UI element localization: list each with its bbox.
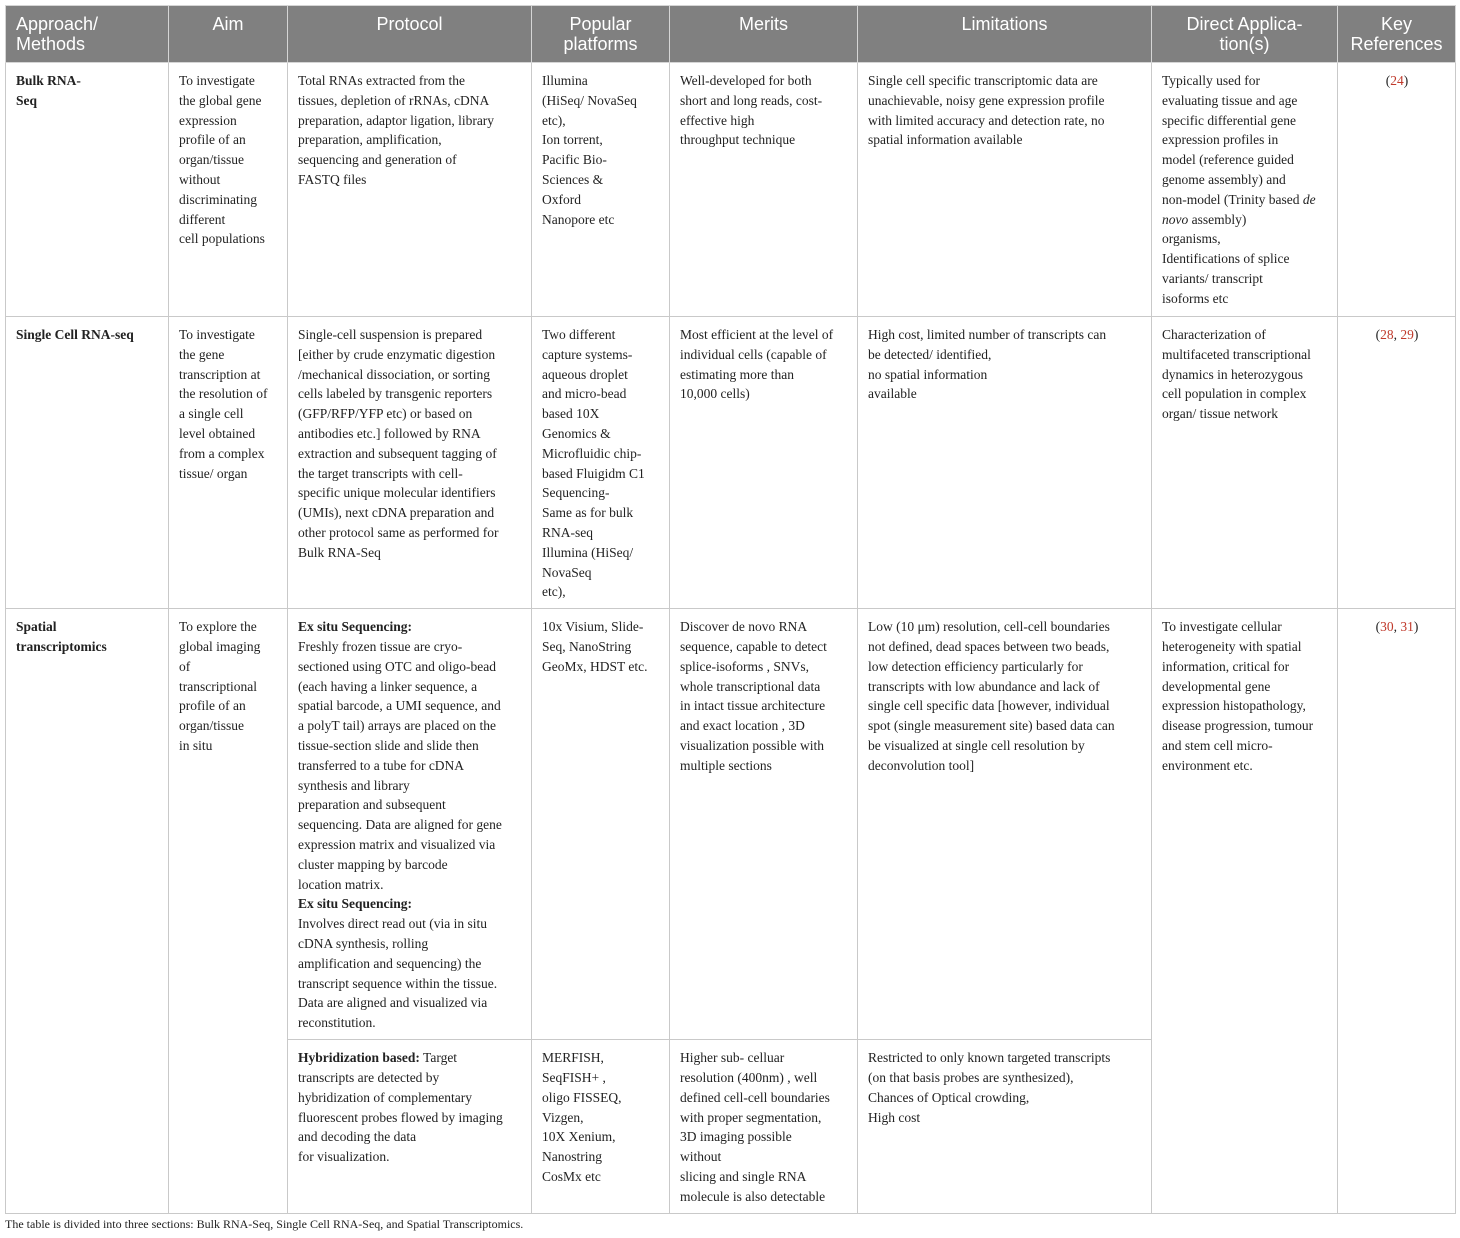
application-text: assembly) organisms, Identifications of splice variants/ transcript isoforms etc [1162, 211, 1290, 306]
merits-cell: Most efficient at the level of individual cells (capable of estimating more than 10,000 cells) [670, 317, 858, 609]
header-merits: Merits [670, 6, 858, 63]
protocol-text: Freshly frozen tissue are cryo- sectioned using OTC and oligo-bead (each having a linker sequence, a spatial barcode, a UMI sequence, and a polyT tail) arrays are placed on the tissue-section slide and slide then transferred to a tube for cDNA synthesis and library preparation and subsequent sequencing. Data are aligned for gene expression matrix and visualized via cluster mapping by barcode location matrix. [298, 638, 502, 892]
protocol-text: Involves direct read out (via in situ cDNA synthesis, rolling amplification and sequencing) the transcript sequence within the tissue. Data are aligned and visualized via reconstitution. [298, 916, 498, 1031]
header-applications: Direct Applica- tion(s) [1152, 6, 1338, 63]
protocol-subheading: Ex situ Sequencing: [298, 896, 413, 912]
application-cell: To investigate cellular heterogeneity with spatial information, critical for developmental gene expression histopathology, disease progression, tumour and stem cell micro- environment etc. [1152, 609, 1338, 1213]
limitations-cell: Low (10 μm) resolution, cell-cell boundaries not defined, dead spaces between two beads, low detection efficiency particularly for transcripts with low abundance and lack of single cell specific data [however, individual spot (single measurement site) based data can be visualized at single cell resolution by deconvolution tool] [858, 609, 1152, 1040]
platforms-cell: Illumina (HiSeq/ NovaSeq etc), Ion torrent, Pacific Bio- Sciences & Oxford Nanopore etc [532, 63, 670, 317]
method-cell: Single Cell RNA-seq [6, 317, 169, 609]
aim-cell: To explore the global imaging of transcriptional profile of an organ/tissue in situ [169, 609, 288, 1213]
reference-cell: (30, 31) [1338, 609, 1456, 1213]
platforms-cell: Two different capture systems- aqueous droplet and micro-bead based 10X Genomics & Microfluidic chip- based Fluigidm C1 Sequencing- Same as for bulk RNA-seq Illumina (HiSeq/ NovaSeq etc), [532, 317, 670, 609]
application-text: Typically used for evaluating tissue and age specific differential gene expression profiles in model (reference guided genome assembly) and non-model (Trinity based [1162, 73, 1300, 207]
merits-cell: Well-developed for both short and long reads, cost- effective high throughput technique [670, 63, 858, 317]
header-references: Key References [1338, 6, 1456, 63]
reference-cell: (28, 29) [1338, 317, 1456, 609]
protocol-text: Target transcripts are detected by hybridization of complementary fluorescent probes flowed by imaging and decoding the data for visualization. [298, 1050, 503, 1165]
protocol-cell [288, 1040, 532, 1213]
protocol-cell: Total RNAs extracted from the tissues, depletion of rRNAs, cDNA preparation, adaptor ligation, library preparation, amplification, sequencing and generation of FASTQ files [288, 63, 532, 317]
reference-link[interactable]: 24 [1390, 73, 1404, 88]
header-row [6, 6, 1456, 63]
reference-link[interactable]: 30 [1380, 619, 1394, 635]
merits-cell: Discover de novo RNA sequence, capable to detect splice-isoforms , SNVs, whole transcriptional data in intact tissue architecture and exact location , 3D visualization possible with multiple sections [670, 609, 858, 1040]
table-container [5, 5, 1455, 1214]
reference-link[interactable]: 29 [1400, 327, 1414, 342]
method-cell: Bulk RNA- Seq [6, 63, 169, 317]
aim-cell: To investigate the global gene expression profile of an organ/tissue without discriminating different cell populations [169, 63, 288, 317]
header-approach: Approach/ Methods [6, 6, 169, 63]
aim-cell: To investigate the gene transcription at the resolution of a single cell level obtained from a complex tissue/ organ [169, 317, 288, 609]
table-row-spatial [6, 609, 1456, 1040]
table-row-bulk [6, 63, 1456, 317]
table-row-single-cell [6, 317, 1456, 609]
method-cell: Spatial transcriptomics [6, 609, 169, 1213]
reference-link[interactable]: 28 [1380, 327, 1394, 342]
reference-cell: (24) [1338, 63, 1456, 317]
reference-link[interactable]: 31 [1400, 619, 1414, 635]
header-aim: Aim [169, 6, 288, 63]
protocol-cell: Single-cell suspension is prepared [either by crude enzymatic digestion /mechanical dissociation, or sorting cells labeled by transgenic reporters (GFP/RFP/YFP etc) or based on antibodies etc.] followed by RNA extraction and subsequent tagging of the target transcripts with cell- specific unique molecular identifiers (UMIs), next cDNA preparation and other protocol same as performed for Bulk RNA-Seq [288, 317, 532, 609]
limitations-cell: High cost, limited number of transcripts can be detected/ identified, no spatial information available [858, 317, 1152, 609]
protocol-subheading: Ex situ Sequencing: [298, 619, 413, 635]
header-protocol: Protocol [288, 6, 532, 63]
platforms-cell: 10x Visium, Slide- Seq, NanoString GeoMx, HDST etc. [532, 609, 670, 1040]
application-cell: Characterization of multifaceted transcriptional dynamics in heterozygous cell population in complex organ/ tissue network [1152, 317, 1338, 609]
merits-cell: Higher sub- celluar resolution (400nm) , well defined cell-cell boundaries with proper segmentation, 3D imaging possible without slicing and single RNA molecule is also detectable [670, 1040, 858, 1213]
header-platforms: Popular platforms [532, 6, 670, 63]
application-cell [1152, 63, 1338, 317]
protocol-cell [288, 609, 532, 1040]
limitations-cell: Restricted to only known targeted transcripts (on that basis probes are synthesized), Chances of Optical crowding, High cost [858, 1040, 1152, 1213]
comparison-table [5, 5, 1456, 1214]
protocol-subheading: Hybridization based: [298, 1050, 420, 1066]
table-caption: The table is divided into three sections: Bulk RNA-Seq, Single Cell RNA-Seq, and Spatial Transcriptomics. [5, 1217, 524, 1231]
limitations-cell: Single cell specific transcriptomic data are unachievable, noisy gene expression profile with limited accuracy and detection rate, no spatial information available [858, 63, 1152, 317]
application-italic: de novo [1162, 191, 1316, 227]
header-limitations: Limitations [858, 6, 1152, 63]
platforms-cell: MERFISH, SeqFISH+ , oligo FISSEQ, Vizgen, 10X Xenium, Nanostring CosMx etc [532, 1040, 670, 1213]
